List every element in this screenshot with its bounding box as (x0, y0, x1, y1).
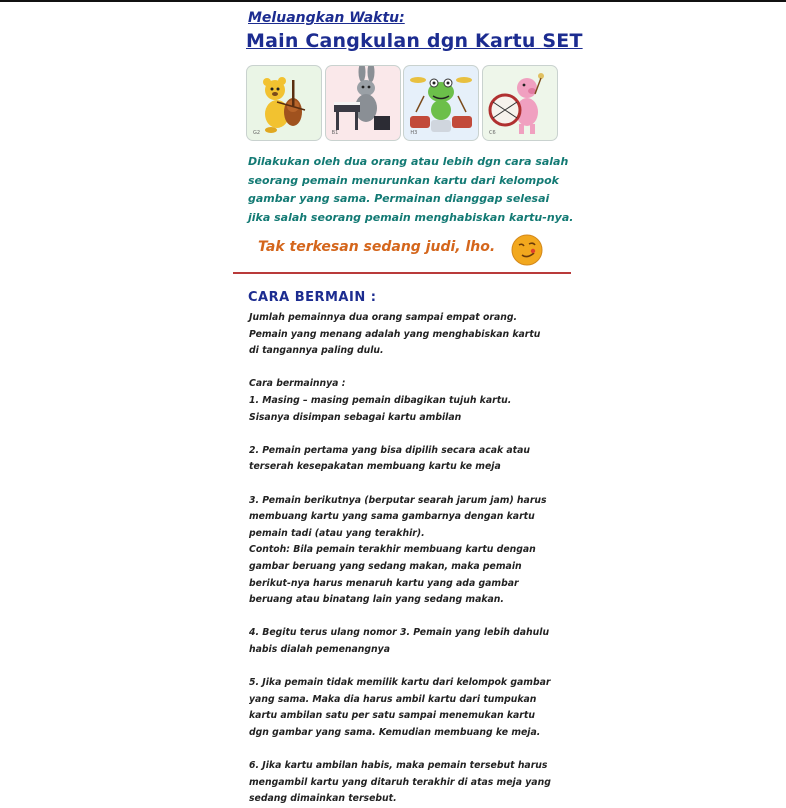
rules-line: Cara bermainnya : (249, 378, 346, 390)
rules-line: Pemain yang menang adalah yang menghabiskan kartu (249, 328, 541, 340)
intro-line: seorang pemain menurunkan kartu dari kelompok (248, 173, 559, 187)
blank-line (249, 658, 579, 675)
rules-line: gambar beruang yang sedang makan, maka pemain (249, 560, 522, 572)
rules-line: 5. Jika pemain tidak memilik kartu dari kelompok gambar (249, 677, 551, 689)
card-code: B1 (331, 130, 339, 136)
rules-line: sedang dimainkan tersebut. (249, 793, 397, 805)
intro-line: Dilakukan oleh dua orang atau lebih dgn cara salah (248, 155, 569, 168)
blank-line (249, 360, 579, 377)
rules-line: 2. Pemain pertama yang bisa dipilih secara acak atau (249, 444, 531, 456)
intro-line: gambar yang sama. Permainan dianggap selesai (248, 192, 550, 205)
rules-line: 3. Pemain berikutnya (berputar searah jarum jam) harus (249, 494, 547, 506)
card-pig-drum (483, 66, 557, 140)
rules-line: Contoh: Bila pemain terakhir membuang kartu dengan (249, 544, 536, 556)
rules-line: 4. Begitu terus ulang nomor 3. Pemain yang lebih dahulu (249, 627, 550, 639)
blank-line (249, 426, 579, 443)
card-bear-cello (247, 66, 321, 140)
pig-drum-icon (483, 66, 557, 140)
rules-body (249, 310, 579, 808)
rules-line: 1. Masing – masing pemain dibagikan tujuh kartu. (249, 394, 512, 406)
rules-line: berikut-nya harus menaruh kartu yang ada gambar (249, 577, 519, 589)
blank-line (249, 476, 579, 493)
rules-line: pemain tadi (atau yang terakhir). (249, 527, 425, 539)
rules-heading: CARA BERMAIN : (248, 290, 377, 305)
rules-line: Jumlah pemainnya dua orang sampai empat orang. (249, 312, 518, 323)
kicker-heading: Meluangkan Waktu: (248, 10, 405, 26)
rules-line: yang sama. Maka dia harus ambil kartu dari tumpukan (249, 693, 537, 705)
rules-line: membuang kartu yang sama gambarnya dengan kartu (249, 511, 535, 523)
blank-line (249, 741, 579, 758)
rules-line: 6. Jika kartu ambilan habis, maka pemain tersebut harus (249, 760, 548, 772)
blank-line (249, 609, 579, 626)
card-rabbit-piano (326, 66, 400, 140)
intro-paragraph (248, 153, 578, 227)
frog-drums-icon (404, 66, 478, 140)
rules-line: di tangannya paling dulu. (249, 345, 384, 357)
rules-line: habis dialah pemenangnya (249, 643, 391, 655)
page-title: Main Cangkulan dgn Kartu SET (246, 30, 583, 52)
card-strip (247, 66, 557, 140)
tagline: Tak terkesan sedang judi, lho. (258, 239, 496, 255)
rabbit-piano-icon (326, 66, 400, 140)
bear-cello-icon (247, 66, 321, 140)
card-code: G2 (253, 130, 261, 136)
card-frog-drums (404, 66, 478, 140)
top-rule (0, 0, 786, 2)
card-code: C6 (488, 130, 496, 136)
card-code: H3 (410, 130, 418, 136)
rules-line: dgn gambar yang sama. Kemudian membuang ke meja. (249, 726, 541, 738)
section-divider (233, 272, 571, 274)
intro-line: jika salah seorang pemain menghabiskan kartu-nya. (248, 210, 574, 224)
rules-line: beruang atau binatang lain yang sedang makan. (249, 594, 504, 606)
rules-line: terserah kesepakatan membuang kartu ke meja (249, 461, 501, 473)
smiley-emoticon-icon (510, 233, 544, 267)
rules-line: kartu ambilan satu per satu sampai menemukan kartu (249, 710, 535, 722)
rules-line: mengambil kartu yang ditaruh terakhir di atas meja yang (249, 776, 551, 788)
rules-line: Sisanya disimpan sebagai kartu ambilan (249, 411, 462, 423)
